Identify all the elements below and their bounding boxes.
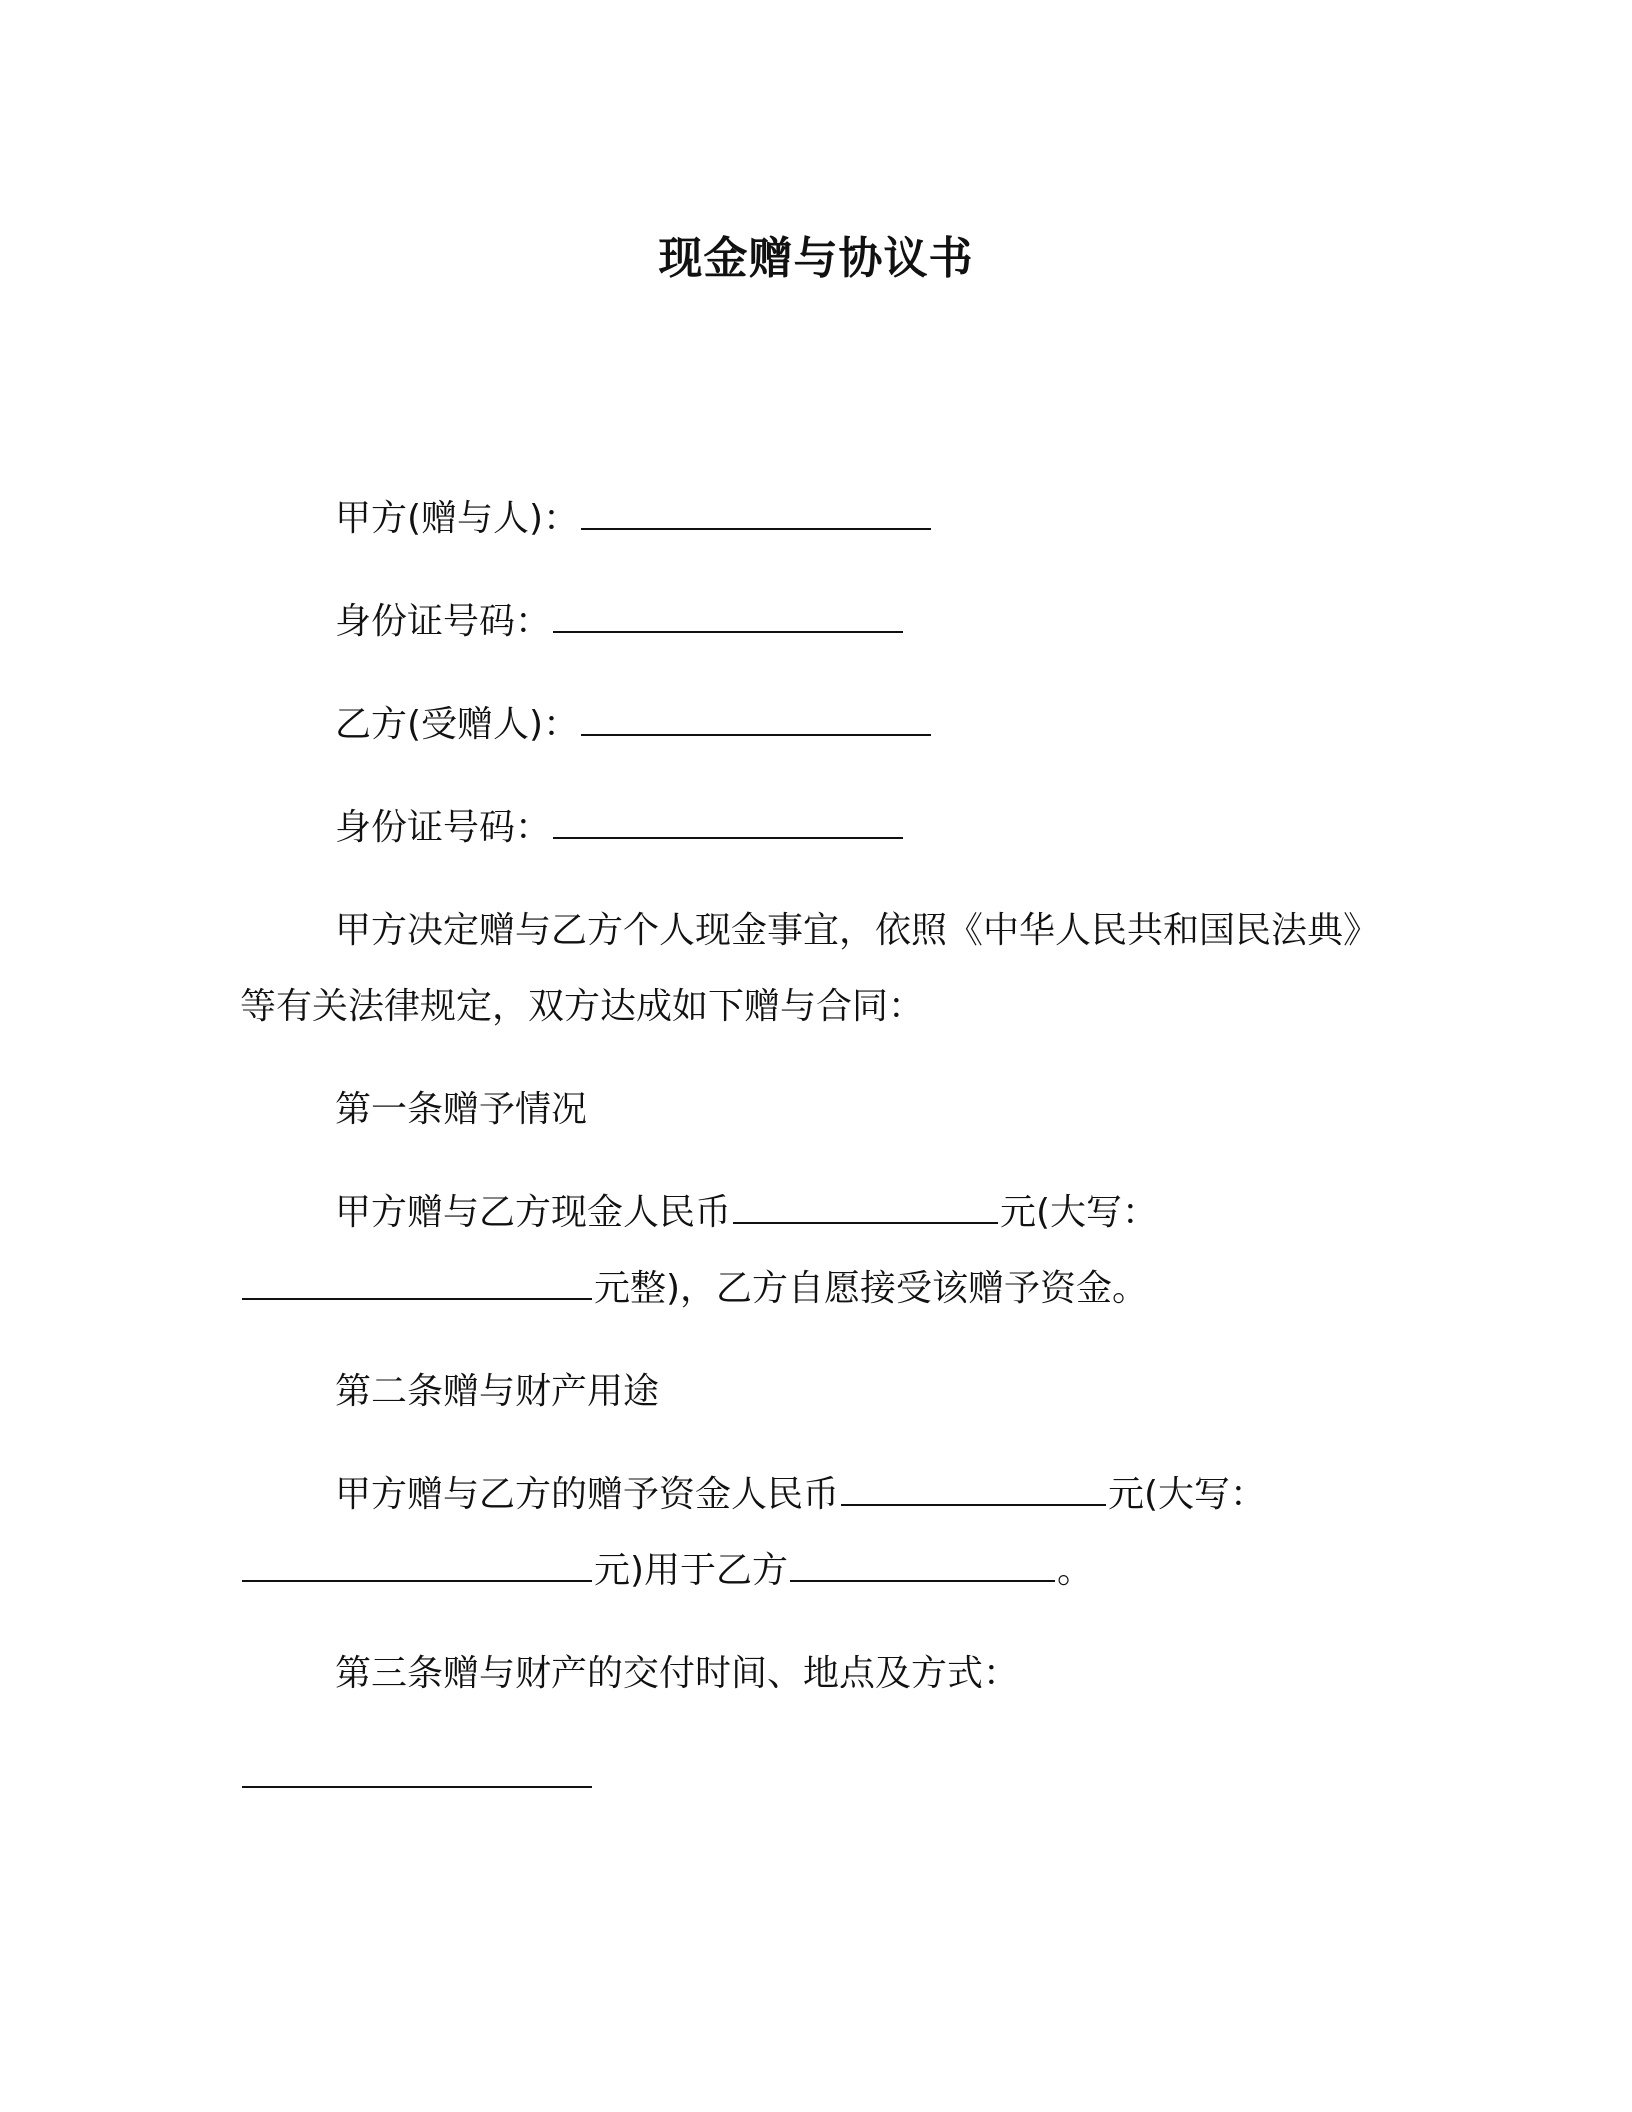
article-2-heading: 第二条赠与财产用途	[335, 1371, 660, 1412]
article-2-text-c: 元)用于乙方	[594, 1550, 789, 1591]
article-2-text-a: 甲方赠与乙方的赠予资金人民币	[335, 1474, 840, 1515]
article-1-line-2	[240, 1267, 1148, 1311]
article-2-text-d: 。	[1057, 1550, 1094, 1591]
article-1-text-b: 元(大写：	[1000, 1192, 1159, 1233]
article-1-line-1	[335, 1191, 1158, 1235]
document-title: 现金赠与协议书	[658, 233, 974, 284]
article-1-text-c: 元整)，乙方自愿接受该赠予资金。	[594, 1268, 1149, 1309]
article-3-blank[interactable]	[242, 1756, 592, 1788]
article-2-amount-blank[interactable]	[841, 1474, 1106, 1506]
party-a-blank[interactable]	[581, 498, 931, 530]
article-3-line-1	[240, 1755, 594, 1799]
preamble-line-2: 等有关法律规定，双方达成如下赠与合同：	[240, 986, 925, 1027]
party-a-label: 甲方(赠与人)：	[335, 498, 580, 539]
party-a-id-blank[interactable]	[553, 601, 903, 633]
article-2-line-1	[335, 1473, 1266, 1517]
party-b-id-row	[335, 806, 905, 850]
article-1-uppercase-blank[interactable]	[242, 1268, 592, 1300]
party-b-id-blank[interactable]	[553, 807, 903, 839]
party-b-blank[interactable]	[581, 704, 931, 736]
party-b-id-label: 身份证号码：	[335, 807, 552, 848]
preamble-line-1: 甲方决定赠与乙方个人现金事宜，依照《中华人民共和国民法典》	[335, 910, 1380, 951]
article-2-uppercase-blank[interactable]	[242, 1550, 592, 1582]
article-1-text-a: 甲方赠与乙方现金人民币	[335, 1192, 732, 1233]
party-b-row	[335, 703, 933, 747]
party-a-id-row	[335, 600, 905, 644]
article-2-purpose-blank[interactable]	[790, 1550, 1055, 1582]
party-a-row	[335, 497, 933, 541]
article-3-heading: 第三条赠与财产的交付时间、地点及方式：	[335, 1653, 1020, 1694]
article-2-line-2	[240, 1549, 1093, 1593]
article-1-amount-blank[interactable]	[733, 1192, 998, 1224]
article-2-text-b: 元(大写：	[1108, 1474, 1267, 1515]
party-b-label: 乙方(受赠人)：	[335, 704, 580, 745]
article-1-heading: 第一条赠予情况	[335, 1089, 588, 1130]
party-a-id-label: 身份证号码：	[335, 601, 552, 642]
